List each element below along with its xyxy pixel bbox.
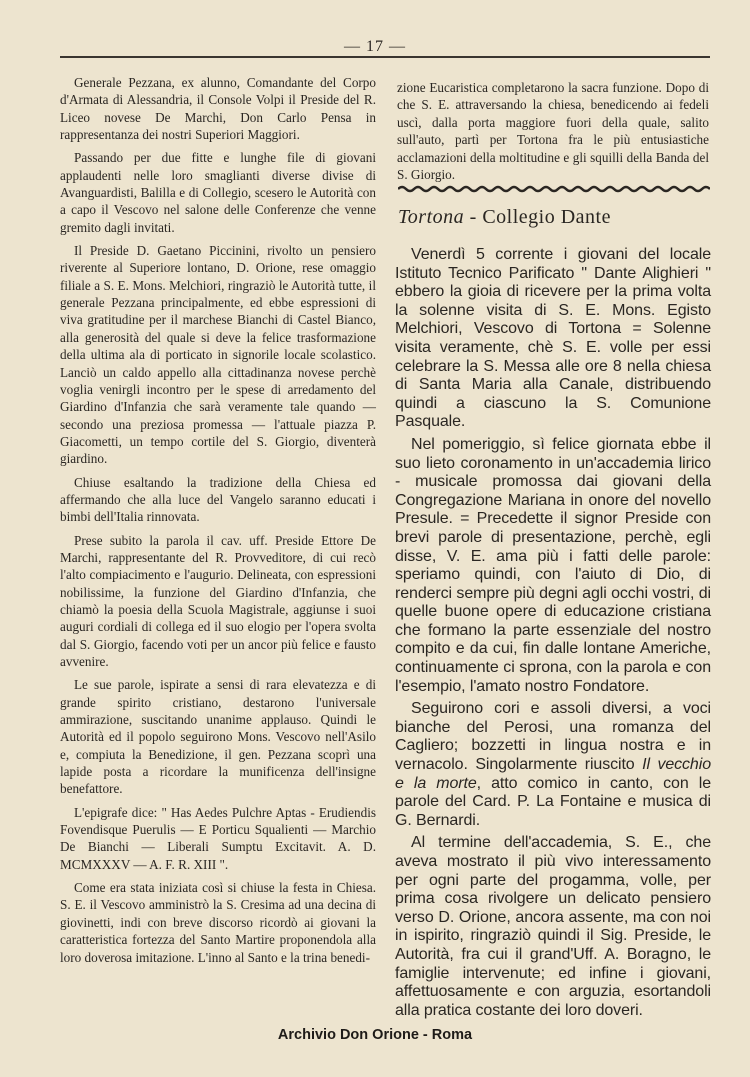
left-column <box>60 74 376 972</box>
paragraph <box>395 700 711 830</box>
section-title-dash: - <box>469 206 477 228</box>
section-title-name: Collegio Dante <box>482 206 611 228</box>
section-title-place: Tortona <box>398 206 465 228</box>
paragraph: Al termine dell'accademia, S. E., che aveva mostrato il più vivo interessamento per ogni parte del progamma, volle, per prima cosa rivolgere un delicato pensiero verso D. Orione, ancora assente, ma con noi in ispirito, ringraziò quindi il Sig. Preside, le Autorità, fra cui il grand'Uff. A. Boragno, le famiglie intervenute; ed infine i giovani, affettuosamente e con arguzia, esortandoli alla pratica costante dei loro doveri. <box>395 834 711 1019</box>
paragraph: Passando per due fitte e lunghe file di giovani applaudenti nelle loro smaglianti diverse divise di Avanguardisti, Balilla e di Collegio, scesero le Autorità con a capo il Vescovo nel salone delle Conferenze che venne gremito dagli invitati. <box>60 150 376 235</box>
paragraph: Chiuse esaltando la tradizione della Chiesa ed affermando che alla luce del Vangelo saranno educati i bimbi dell'Italia rinnovata. <box>60 474 376 525</box>
right-column <box>395 246 711 1024</box>
paragraph: zione Eucaristica completarono la sacra funzione. Dopo di che S. E. attraversando la chiesa, benedicendo ai fedeli uscì, dalla porta maggiore fuori della quale, salito sull'auto, partì per Tortona fra le più entusiastiche acclamazioni della moltitudine e gli squilli della Banda del S. Giorgio. <box>397 80 709 183</box>
work-title: Il vecchio e la morte <box>395 756 711 792</box>
archive-footer: Archivio Don Orione - Roma <box>277 1027 473 1043</box>
paragraph: L'epigrafe dice: " Has Aedes Pulchre Aptas - Erudiendis Fovendisque Puerulis — E Porticu Squalienti — Marchio De Bianchi — Liberali Sumptu Excitavit. A. D. MCMXXXV — A. F. R. XIII ". <box>60 804 376 872</box>
paragraph-text: Seguirono cori e assoli diversi, a voci bianche del Perosi, una romanza del Cagliero; bozzetti in lingua nostra e in vernacolo. Singolarmente riuscito <box>395 700 711 774</box>
page-number: — 17 — <box>344 38 406 55</box>
paragraph: Le sue parole, ispirate a sensi di rara elevatezza e di grande spirito cristiano, destarono l'universale ammirazione, suscitando unanime applauso. Quindi le Autorità ed il popolo seguirono Mons. Vescovo nell'Asilo e, compiuta la Benedizione, il gen. Pezzana scoprì una lapide posta a ricordare la munificenza dell'insigne benefattore. <box>60 677 376 797</box>
paragraph-text: , atto comico in canto, con le parole del Card. P. La Fontaine e musica di G. Bernardi. <box>395 774 711 829</box>
paragraph: Nel pomeriggio, sì felice giornata ebbe il suo lieto coronamento in un'accademia lirico - musicale promossa dai giovani della Congregazione Mariana in onore del novello Presule. = Precedette il signor Preside con brevi parole di presentazione, perchè, egli disse, V. E. ama più i fatti delle parole: speriamo quindi, con l'aiuto di Dio, di renderci sempre più degni agli occhi vostri, di quelle buone opere di educazione cristiana che formano la parte essenziale del nostro compito e da cui, fin dalle lontane Americhe, continuamente ci sprona, con la parola e con l'esempio, l'amato nostro Fondatore. <box>395 435 711 695</box>
decorative-divider <box>398 185 710 193</box>
header-rule <box>60 56 710 58</box>
paragraph: Prese subito la parola il cav. uff. Preside Ettore De Marchi, rappresentante del R. Provveditore, di cui recò l'alto compiacimento e l'augurio. Delineata, con espressioni nobilissime, la funzione del Giardino d'Infanzia, che chiamò la poesia della Scuola Magistrale, aggiunse i suoi auguri cordiali di collega ed il suo elogio per l'opera svolta dal S. Giorgio, facendo voti per un ancor più felice e fausto avvenire. <box>60 532 376 669</box>
paragraph: Venerdì 5 corrente i giovani del locale Istituto Tecnico Parificato " Dante Alighieri " ebbero la gioia di ricevere per la prima volta la solenne visita di S. E. Mons. Egisto Melchiori, Vescovo di Tortona = Solenne visita veramente, chè S. E. volle per essi celebrare la S. Messa alle ore 8 nella chiesa di Santa Maria alla Canale, distribuendo quindi a ciascuno la S. Comunione Pasquale. <box>395 246 711 431</box>
section-title <box>398 206 710 229</box>
paragraph: Generale Pezzana, ex alunno, Comandante del Corpo d'Armata di Alessandria, il Console Volpi il Preside del R. Liceo novese De Marchi, Don Carlo Pensa in rappresentanza dei nostri Superiori Maggiori. <box>60 75 376 143</box>
paragraph: Come era stata iniziata così si chiuse la festa in Chiesa. S. E. il Vescovo amministrò la S. Cresima ad una decina di giovinetti, indi con breve discorso ricordò ai giovani la caratteristica fortezza del Santo Martire proponendola alla loro doverosa imitazione. L'inno al Santo e la trina benedi- <box>60 880 376 965</box>
right-column-top <box>397 79 709 189</box>
paragraph: Il Preside D. Gaetano Piccinini, rivolto un pensiero riverente al Superiore lontano, D. Orione, rese omaggio filiale a S. E. Mons. Melchiori, ringraziò le Autorità tutte, il generale Pezzana principalmente, ed ebbe espressioni di viva gratitudine per il marchese Bianchi di Castel Bianco, alla generosità del quale si deve la felice trasformazione della ultima ala di porticato in signorile locale scolastico. Lanciò un caldo appello alla cittadinanza novese perchè voglia venirgli incontro per le spese di arredamento del Giardino d'Infanzia che sarà veramente tale quando — secondo una preziosa promessa — l'attuale piazza P. Giacometti, un tempo cortile del S. Giorgio, diventerà giardino. <box>60 243 376 467</box>
